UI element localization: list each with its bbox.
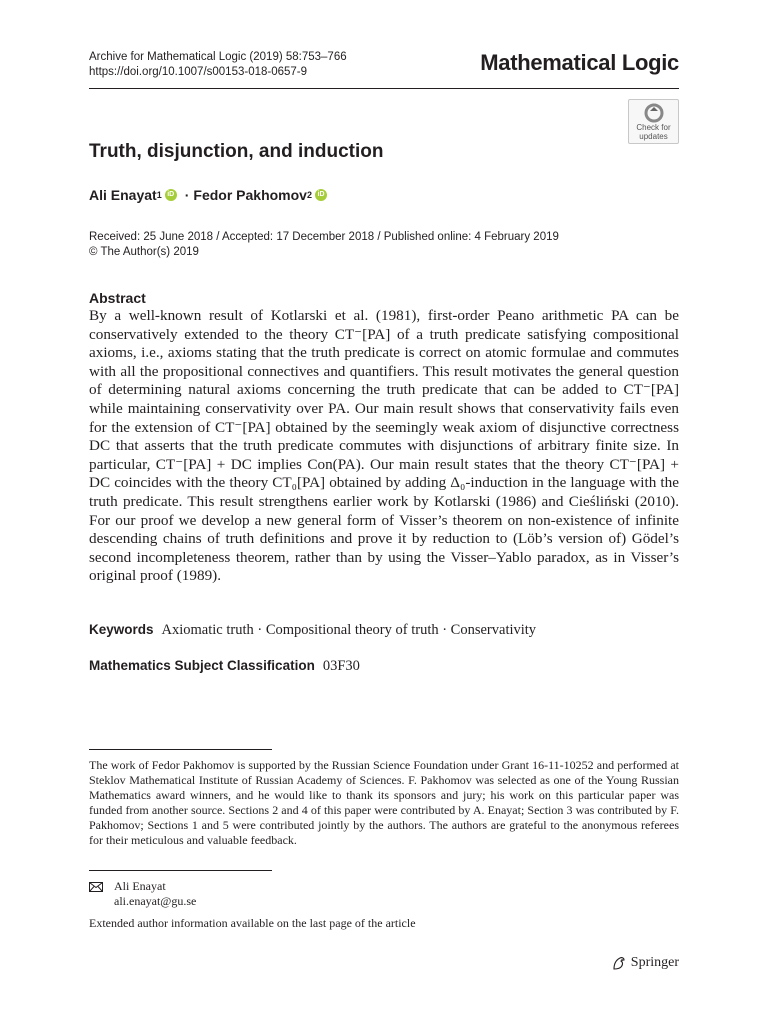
correspondence-name: Ali Enayat	[114, 879, 166, 893]
correspondence-divider	[89, 870, 272, 871]
author-name[interactable]: Fedor Pakhomov	[193, 187, 307, 203]
publication-dates: Received: 25 June 2018 / Accepted: 17 December 2018 / Published online: 4 February 2019	[89, 231, 559, 243]
msc-value: 03F30	[322, 658, 360, 674]
funding-footnote: The work of Fedor Pakhomov is supported by the Russian Science Foundation under Grant 16-11-10252 and performed at Steklov Mathematical Institute of Russian Academy of Sciences. F. Pakhomov was selected as one of the Young Russian Mathematics award winners, and he would like to thank its sponsors and jury; his work on this particular paper was funded from another source. Sections 2 and 4 of this paper were contributed by A. Enayat; Section 3 was contributed by F. Pakhomov; Sections 1 and 5 were contributed jointly by the authors. The authors are grateful to the anonymous referees for their meticulous and valuable feedback.	[89, 758, 679, 847]
keywords-label: Keywords	[89, 622, 154, 637]
journal-brand: Mathematical Logic	[480, 50, 679, 75]
author-list	[89, 187, 331, 203]
journal-citation: Archive for Mathematical Logic (2019) 58:753–766	[89, 51, 347, 63]
publisher-logo	[611, 955, 679, 971]
keywords-line	[89, 622, 536, 639]
keywords-value: Axiomatic truth · Compositional theory of truth · Conservativity	[161, 622, 537, 638]
abstract-heading: Abstract	[89, 290, 146, 306]
header-divider	[89, 88, 679, 89]
correspondence-email[interactable]: ali.enayat@gu.se	[114, 894, 197, 908]
doi-link[interactable]: https://doi.org/10.1007/s00153-018-0657-9	[89, 66, 308, 78]
footnote-divider	[89, 749, 272, 750]
author-affiliation-marker: 2	[306, 190, 312, 200]
author-affiliation-marker: 1	[156, 190, 162, 200]
publisher-name: Springer	[630, 955, 679, 970]
check-badge-line1: Check for	[636, 123, 671, 132]
journal-citation-block	[89, 50, 347, 80]
abstract-text: By a well-known result of Kotlarski et al. (1981), first-order Peano arithmetic PA can be conservatively extended to the theory CT⁻[PA] of a truth predicate satisfying compositional axioms, i.e., axioms stating that the truth predicate is correct on atomic formulae and commutes with all the propositional connectives and quantifiers. This result motivates the general question of determining natural axioms concerning the truth predicate that can be added to CT⁻[PA] while maintaining conservativity over PA. Our main result shows that conservativity fails even for the extension of CT⁻[PA] obtained by the seemingly weak axiom of disjunctive correctness DC that asserts that the truth predicate commutes with disjunctions of arbitrary finite size. In particular, CT⁻[PA] + DC implies Con(PA). Our main result states that the theory CT⁻[PA] + DC coincides with the theory CT₀[PA] obtained by adding Δ₀-induction in the language with the truth predicate. This result strengthens earlier work by Kotlarski (1986) and Cieśliński (2010). For our proof we develop a new general form of Visser’s theorem on non-existence of infinite descending chains of truth definitions and prove it by reduction to (Löb’s version of) Gödel’s second incompleteness theorem, rather than by using the Visser–Yablo paradox, as in Visser’s original proof (1989).	[89, 307, 679, 585]
check-for-updates-badge[interactable]	[628, 99, 679, 144]
author-name[interactable]: Ali Enayat	[89, 187, 157, 203]
orcid-icon[interactable]: iD	[315, 189, 327, 201]
publication-dates-block	[89, 230, 559, 260]
check-updates-icon	[644, 103, 664, 123]
article-title: Truth, disjunction, and induction	[89, 141, 384, 162]
author-separator: ·	[184, 187, 190, 203]
orcid-icon[interactable]: iD	[165, 189, 177, 201]
springer-horse-icon	[611, 955, 627, 971]
copyright-notice: © The Author(s) 2019	[89, 246, 199, 258]
msc-line	[89, 658, 360, 675]
check-badge-line2: updates	[639, 132, 668, 141]
extended-author-info: Extended author information available on the last page of the article	[89, 916, 416, 930]
envelope-icon	[89, 882, 103, 892]
msc-label: Mathematics Subject Classification	[89, 658, 315, 673]
